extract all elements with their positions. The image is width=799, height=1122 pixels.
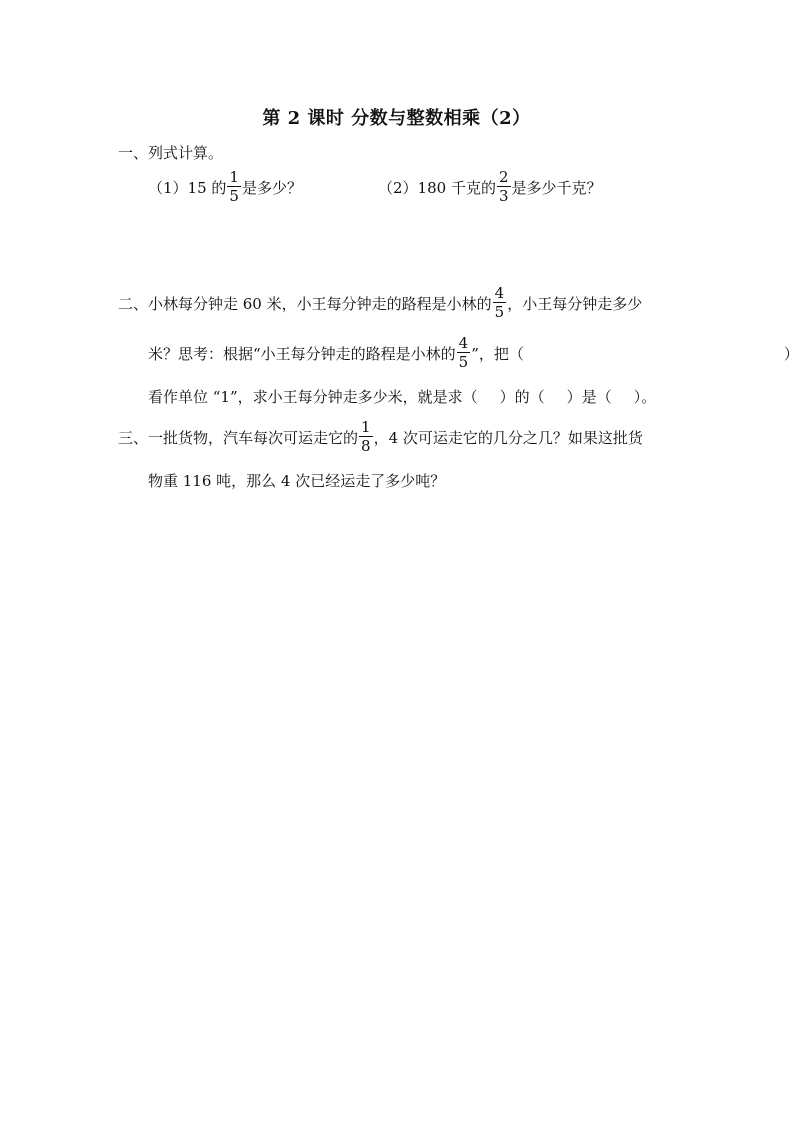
q2-numerator: 2 bbox=[498, 168, 509, 186]
section2-f1-numerator: 4 bbox=[494, 284, 505, 302]
question-1 bbox=[148, 170, 302, 204]
section2-fraction-2 bbox=[457, 336, 471, 370]
q2-prefix: （2）180 千克的 bbox=[378, 178, 496, 197]
section3-line1-prefix: 三、一批货物，汽车每次可运走它的 bbox=[118, 428, 359, 447]
section3-line1-suffix: ，4 次可运走它的几分之几？如果这批货 bbox=[373, 428, 643, 447]
q2-suffix: 是多少千克？ bbox=[511, 178, 602, 197]
q1-suffix: 是多少？ bbox=[241, 178, 302, 197]
section2-line1-prefix: 二、小林每分钟走 60 米，小王每分钟走的路程是小林的 bbox=[118, 294, 492, 313]
section2-line1 bbox=[118, 286, 642, 320]
q2-fraction bbox=[497, 170, 511, 204]
section2-f2-numerator: 4 bbox=[458, 334, 469, 352]
q1-fraction bbox=[227, 170, 241, 204]
q1-prefix: （1）15 的 bbox=[148, 178, 227, 197]
section2-fraction-1 bbox=[493, 286, 507, 320]
section2-line2 bbox=[148, 336, 799, 370]
section3-denominator: 8 bbox=[361, 437, 371, 455]
section2-line3-part3: ）是（ bbox=[566, 388, 612, 406]
section2-line2-end: ） bbox=[783, 344, 799, 363]
section2-f2-denominator: 5 bbox=[458, 353, 469, 371]
question-2 bbox=[378, 170, 602, 204]
q1-denominator: 5 bbox=[229, 187, 239, 205]
section2-line2-prefix: 米？思考：根据“小王每分钟走的路程是小林的 bbox=[148, 344, 456, 363]
section2-line2-mid: ”，把（ bbox=[471, 344, 524, 363]
section2-line3 bbox=[148, 386, 656, 407]
section3-line2: 物重 116 吨，那么 4 次已经运走了多少吨？ bbox=[148, 472, 446, 490]
section3-fraction bbox=[359, 420, 373, 454]
q1-numerator: 1 bbox=[229, 168, 239, 186]
page-title: 第 2 课时 分数与整数相乘（2） bbox=[262, 108, 531, 129]
section2-line3-part1: 看作单位 “1”，求小王每分钟走多少米，就是求（ bbox=[148, 388, 478, 406]
section2-line1-suffix: ，小王每分钟走多少 bbox=[507, 294, 643, 313]
section3-numerator: 1 bbox=[361, 418, 371, 436]
section3-line1 bbox=[118, 420, 643, 454]
section2-f1-denominator: 5 bbox=[494, 303, 505, 321]
section2-line3-part2: ）的（ bbox=[499, 388, 545, 406]
q2-denominator: 3 bbox=[498, 187, 509, 205]
section2-line3-part4: ）。 bbox=[633, 388, 657, 406]
section1-heading: 一、列式计算。 bbox=[118, 144, 224, 162]
